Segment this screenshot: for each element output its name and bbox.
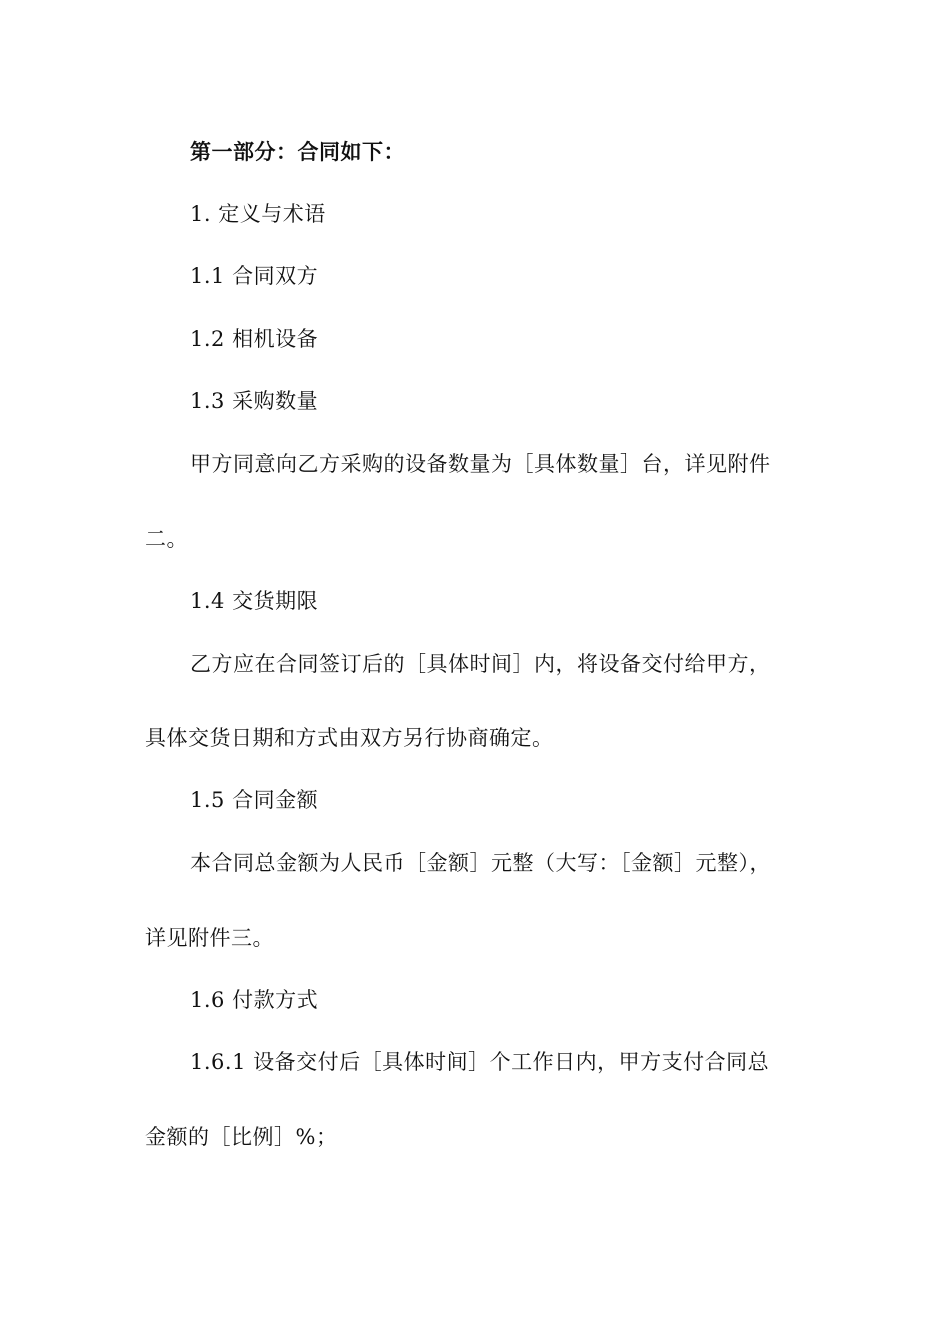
clause-1-6: 1.6 付款方式: [190, 988, 319, 1012]
paragraph-quantity-line-1: 甲方同意向乙方采购的设备数量为［具体数量］台，详见附件: [190, 452, 771, 476]
part-heading: 第一部分：合同如下：: [190, 140, 405, 164]
clause-1-4: 1.4 交货期限: [190, 589, 319, 613]
paragraph-delivery-line-2: 具体交货日期和方式由双方另行协商确定。: [145, 726, 554, 750]
paragraph-quantity-line-2: 二。: [145, 527, 188, 551]
paragraph-amount-line-2: 详见附件三。: [145, 926, 274, 950]
paragraph-delivery-line-1: 乙方应在合同签订后的［具体时间］内，将设备交付给甲方，: [190, 652, 771, 676]
section-definitions: 1. 定义与术语: [190, 202, 326, 226]
paragraph-amount-line-1: 本合同总金额为人民币［金额］元整（大写：［金额］元整），: [190, 851, 771, 875]
clause-1-5: 1.5 合同金额: [190, 788, 319, 812]
clause-1-6-1-line-2: 金额的［比例］%；: [145, 1125, 338, 1149]
clause-1-1: 1.1 合同双方: [190, 264, 319, 288]
clause-1-3: 1.3 采购数量: [190, 389, 319, 413]
clause-1-6-1-line-1: 1.6.1 设备交付后［具体时间］个工作日内，甲方支付合同总: [190, 1050, 770, 1074]
clause-1-2: 1.2 相机设备: [190, 327, 319, 351]
